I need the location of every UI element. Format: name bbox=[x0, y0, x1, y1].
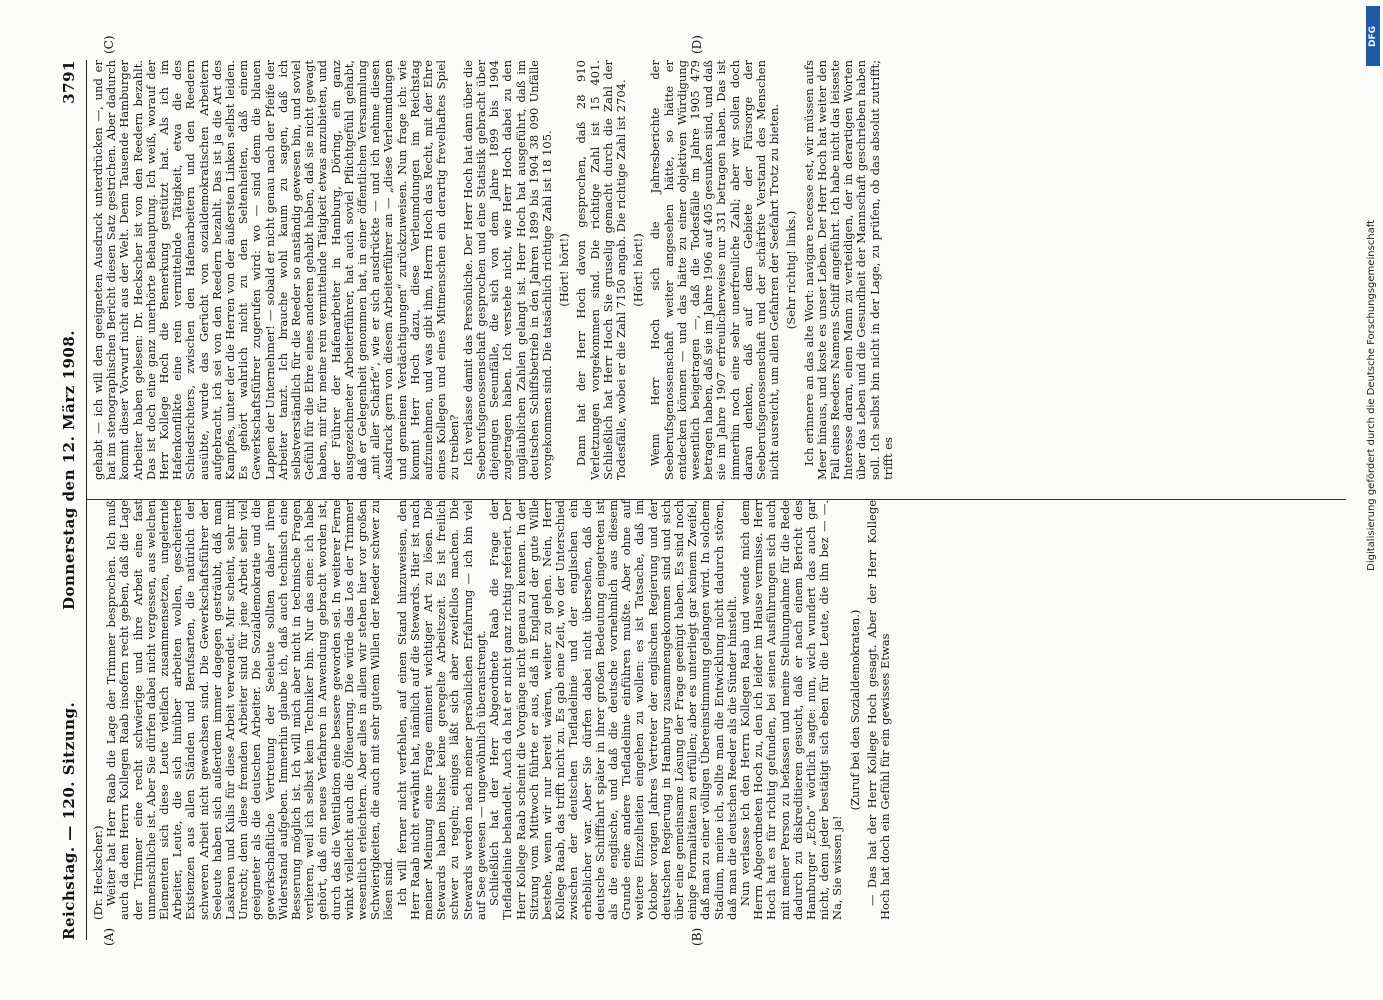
speaker-label: (Dr. Heckscher.) bbox=[91, 825, 105, 920]
paragraph: Nun verlasse ich den Herrn Kollegen Raab und wende mich dem Herrn Abgeordneten Hoch zu, den ich leider im Hause vermisse. Herr Hoch hat es für richtig gefunden, bei seinen Ausführungen sich auch mit meiner Person zu befassen und meine Stellungnahme für die Rede dadurch zu diskreditieren gesucht, daß er nach einem Bericht des Hamburger „Echo“ wörtlich sagte: nun, wich wundert das auch gar nicht, denn jeder bestätigt sich eben für die Leute, die ihn bez — —. Na, Sie wissen ja! bbox=[737, 500, 845, 920]
margin-mark-d: (D) bbox=[690, 35, 704, 54]
dfg-logo: DFG bbox=[1366, 6, 1380, 66]
paragraph: gehabt — ich will den geeigneten Ausdruck unterdrücken —, und er hat im stenographischen Bericht diesen Satz gestrichen. Aber dadurch kommt dieser Vorwurf nicht aus der Welt. Denn Tausende Hamburger Arbeiter haben gelesen: Dr. Heckscher ist von den Reedern bezahlt. Das ist doch eine ganz unerhörte Behauptung. Ich weiß, worauf der Herr Kollege Hoch die Bemerkung gestützt hat. Als ich im Hafenkonflikte eine rein vermittelnde Tätigkeit, etwa die des Schiedsrichters, zwischen den Hafenarbeitern und den Reedern ausübte, wurde das Gerücht von sozialdemokratischen Arbeitern aufgebracht, ich sei von den Reedern bezahlt. Das ist ja die Art des Kampfes, unter der die Herren von der äußersten Linken selbst leiden. Es gehört wahrlich nicht zu den Seltenheiten, daß einem Gewerkschaftsführer zugerufen wird: wo — sind denn die blauen Lappen der Unternehmer! — sobald er nicht genau nach der Pfeife der Arbeiter tanzt. Ich brauche wohl kaum zu sagen, daß ich selbstverständlich für die Reeder so anständig gewesen bin, und soviel Gefühl für die Ehre eines anderen gehabt haben, daß sie nicht gewagt haben, mir für meine rein vermittelnde Tätigkeit etwas anzubieten, und der Führer der Hafenarbeiter in Hamburg, Döring, ein ganz ausgezeichneter Arbeiterführer, hat auch soviel Pflichtgefühl gehabt, daß er Gelegenheit genommen hat, in einer öffentlichen Versammlung „mit aller Schärfe“, wie er sich ausdrückte — und ich nehme diesen Ausdruck gern von diesem Arbeiterführer an — „diese Verleumdungen und gemeinen Verdächtigungen“ zurückzuweisen. Nun frage ich: wie kommt Herr Hoch dazu, diese Verleumdungen im Reichstag aufzunehmen, und was gibt ihm, Herrn Hoch das Recht, mit der Ehre eines Kollegen und eines Mitmenschen ein derartig frevelhaftes Spiel zu treiben? bbox=[91, 60, 462, 480]
paragraph: Dann hat der Herr Hoch davon gesprochen, daß 28 910 Verletzungen vorgekommen sind. Die richtige Zahl ist 15 401. Schließlich hat Herr Hoch Sie gruselig gemacht durch die Zahl der Todesfälle, wobei er die Zahl 7150 angab. Die richtige Zahl ist 2704. bbox=[574, 60, 628, 480]
interjection: (Hört! hört!) bbox=[557, 233, 572, 307]
interjection: (Sehr richtig! links.) bbox=[784, 210, 799, 330]
header-rule bbox=[86, 60, 87, 940]
paragraph: — Das hat der Herr Kollege Hoch gesagt. Aber der Herr Kollege Hoch hat doch ein Gefühl für ein gewisses Etwas bbox=[864, 500, 892, 920]
digitization-notice: Digitalisierung gefördert durch die Deutsche Forschungsgemeinschaft bbox=[1366, 220, 1377, 571]
margin-mark-a: (A) bbox=[102, 927, 116, 946]
interjection: (Hört! hört!) bbox=[631, 233, 646, 307]
paragraph: Weiter hat Herr Raab die Lage der Trimmer besprochen. Ich muß auch da dem Herrn Kollegen Raab insofern recht geben, daß die Lage der Trimmer eine recht schwierige und ihre Arbeit eine fast unmenschliche ist. Aber Sie dürfen dabei nicht vergessen, aus welchen Elementen sich diese Leute vielfach zusammensetzen, ungelernte Arbeiter, Leute, die sich hinüber arbeiten wollen, gescheiterte Existenzen aus allen Ständen und Berufsarten, die natürlich der schweren Arbeit nicht gewachsen sind. Die Gewerkschaftsführer der Seeleute haben sich außerdem immer dagegen gesträubt, daß man Laskaren und Kulis für diese Arbeit verwendet. Mir scheint, sehr mit Unrecht; denn diese fremden Arbeiter sind für jene Arbeit sehr viel geeigneter als die deutschen Arbeiter. Die Sozialdemokratie und die gewerkschaftliche Vertretung der Seeleute sollten daher ihren Widerstand aufgeben. Immerhin glaube ich, daß auch technisch eine Besserung möglich ist. Ich will mich aber nicht in technische Fragen verlieren, weil ich selbst kein Techniker bin. Nur das eine: ich habe gehört, daß ein neues Verfahren in Anwendung gebracht worden ist, durch das die Ventilation eine bessere geworden sei. In weiterer Ferne winkt vielleicht auch die Ölfeuerung. Die würde das Los der Trimmer wesentlich erleichtern. Aber alles in allem wir stehen hier vor großen Schwierigkeiten, die auch mit sehr gutem Willen der Reeder schwer zu lösen sind. bbox=[104, 500, 396, 920]
margin-mark-b: (B) bbox=[690, 927, 704, 946]
paragraph: Wenn Herr Hoch sich die Jahresberichte der Seeberufsgenossenschaft weiter angesehen hätte, so hätte er entdecken können — und das hätte zu einer objektiven Würdigung wesentlich beigetragen —, daß die Todesfälle im Jahre 1905 479 betragen haben, daß sie im Jahre 1906 auf 405 gesunken sind, und daß sie im Jahre 1907 erfreulicherweise nur 331 betragen haben. Das ist immerhin noch eine sehr unerfreuliche Zahl; aber wir sollen doch daran denken, daß auf dem Gebiete der Fürsorge der Seeberufsgenossenschaft und der schärfste Verstand des Menschen nicht ausreicht, um allen Gefahren der Seefahrt Trotz zu bieten. bbox=[648, 60, 782, 480]
paragraph: Ich erinnere an das alte Wort: navigare necesse est, wir müssen aufs Meer hinaus, und koste es unser Leben. Der Herr Hoch hat weiter den Fall eines Reeders Namens Schiff angeführt. Ich habe nicht das leiseste Interesse daran, einen Mann zu verteidigen, der in derartigen Worten über das Leben und die Gesundheit der Mannschaft geschrieben haben soll. Ich selbst bin nicht in der Lage, zu prüfen, ob das absolut zutrifft; trifft es bbox=[801, 60, 895, 480]
paragraph: Ich verlasse damit das Persönliche. Der Herr Hoch hat dann über die Seeberufsgenossenschaft gesprochen und eine Statistik gebracht über diejenigen Seeunfälle, die sich von dem Jahre 1899 bis 1904 zugetragen haben. Ich verstehe nicht, wie Herr Hoch dabei zu den ungläublichen Zahlen gelangt ist. Herr Hoch hat ausgeführt, daß im deutschen Schiffsbetrieb in den Jahren 1899 bis 1904 38 090 Unfälle vorgekommen sind. Die tatsächlich richtige Zahl ist 18 105. bbox=[460, 60, 554, 480]
header-left: Reichstag. — 120. Sitzung. bbox=[60, 701, 78, 940]
digitization-sidebar bbox=[1363, 0, 1383, 1000]
left-column bbox=[92, 500, 892, 920]
right-column bbox=[92, 60, 895, 480]
header-date: Donnerstag den 12. März 1908. bbox=[60, 330, 78, 610]
paragraph: Ich will ferner nicht verfehlen, auf einen Stand hinzuweisen, den Herr Raab nicht erwähnt hat, nämlich auf die Stewards. Hier ist nach meiner Meinung eine Frage eminent wichtiger Art zu lösen. Die Stewards haben bisher keine geregelte Arbeitszeit. Es ist freilich schwer zu regeln; einiges läßt sich aber zweifellos machen. Die Stewards werden nach meiner persönlichen Erfahrung — ich bin viel auf See gewesen — ungewöhnlich überanstrengt. bbox=[394, 500, 488, 920]
interjection: (Zuruf bei den Sozialdemokraten.) bbox=[847, 609, 862, 811]
page-number: 3791 bbox=[60, 60, 78, 104]
paragraph: Schließlich hat der Herr Abgeordnete Raab die Frage der Tiefladelinie behandelt. Auch da hat er nicht ganz richtig referiert. Der Herr Kollege Raab scheint die Vorgänge nicht genau zu kennen. In der Sitzung vom Mittwoch führte er aus, daß in England der gute Wille bestehe, wenn wir nur bereit wären, weiter zu gehen. Nein, Herr Kollege Raab, das trifft nicht zu. Es gab eine Zeit, wo der Unterschied zwischen der deutschen Tiefladelinie und der englischen ein erheblicher war. Aber Sie dürfen dabei nicht übersehen, daß die deutsche Schifffahrt später in ihrer großen Bedeutung eingetreten ist als die englische, und daß die deutsche vornehmlich aus diesem Grunde eine andere Tiefladelinie einführen mußte. Aber ohne auf weitere Einzelheiten eingehen zu wollen: es ist Tatsache, daß im Oktober vorigen Jahres Vertreter der englischen Regierung und der deutschen Regierung in Hamburg zusammengekommen sind und sich über eine gemeinsame Lösung der Frage geeinigt haben. Es sind noch einige Formalitäten zu erfüllen; aber es unterliegt gar keinem Zweifel, daß man zu einer völligen Übereinstimmung gelangen wird. In solchem Stadium, meine ich, sollte man die Entwicklung nicht dadurch stören, daß man die deutschen Reeder als die Sünder hinstellt. bbox=[487, 500, 739, 920]
margin-mark-c: (C) bbox=[102, 35, 116, 54]
page-header bbox=[60, 60, 84, 940]
